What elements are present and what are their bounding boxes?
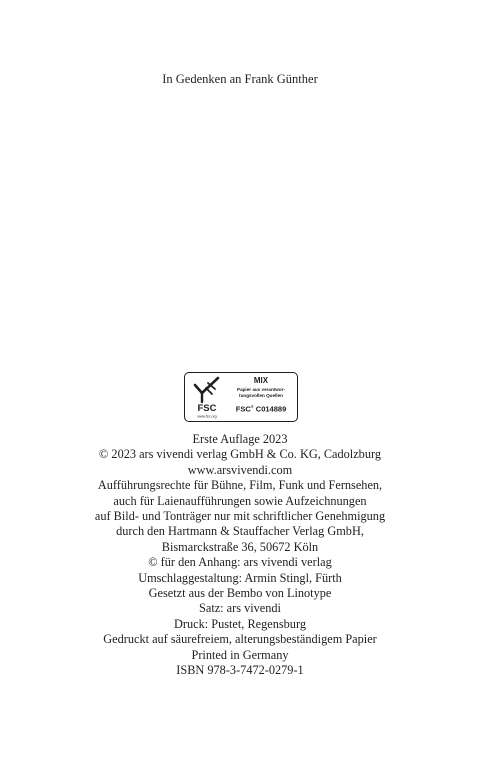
imprint-line: Umschlaggestaltung: Armin Stingl, Fürth	[138, 570, 342, 585]
fsc-site-text: www.fsc.org	[197, 414, 217, 419]
imprint-line: Printed in Germany	[191, 647, 289, 662]
imprint-line: Gesetzt aus der Bembo von Linotype	[148, 586, 332, 601]
imprint-line: www.arsvivendi.com	[187, 462, 293, 477]
imprint-block	[0, 432, 480, 679]
imprint-line: Erste Auflage 2023	[192, 432, 288, 446]
imprint-line: durch den Hartmann & Stauffacher Verlag GmbH,	[116, 524, 364, 539]
imprint-line: ISBN 978-3-7472-0279-1	[176, 663, 304, 678]
imprint-line: auf Bild- und Tonträger nur mit schriftlicher Genehmigung	[94, 509, 386, 524]
imprint-line: © für den Anhang: ars vivendi verlag	[148, 555, 332, 570]
fsc-brand-text: FSC	[197, 403, 217, 414]
imprint-line: Gedruckt auf säurefreiem, alterungsbeständigem Papier	[103, 632, 377, 647]
fsc-logo	[190, 376, 224, 420]
fsc-source-line-2: tungsvollen Quellen	[239, 392, 283, 398]
imprint-line: Aufführungsrechte für Bühne, Film, Funk und Fernsehen,	[97, 478, 383, 493]
imprint-line: auch für Laienaufführungen sowie Aufzeichnungen	[113, 493, 367, 508]
fsc-label	[184, 372, 298, 422]
fsc-mix-text: MIX	[253, 376, 269, 385]
dedication: In Gedenken an Frank Günther	[162, 72, 318, 86]
fsc-license-number: C014889	[255, 404, 287, 414]
imprint-line: Satz: ars vivendi	[199, 601, 281, 616]
imprint-line: Bismarckstraße 36, 50672 Köln	[161, 539, 319, 554]
fsc-license-code: FSC® C014889	[235, 404, 287, 414]
fsc-tree-check-icon	[190, 376, 224, 420]
imprint-line: © 2023 ars vivendi verlag GmbH & Co. KG, Cadolzburg	[99, 447, 381, 462]
imprint-line: Druck: Pustet, Regensburg	[174, 616, 306, 631]
fsc-license-prefix: FSC	[235, 404, 251, 414]
fsc-source-line-1: Papier aus verantwor-	[237, 387, 285, 392]
